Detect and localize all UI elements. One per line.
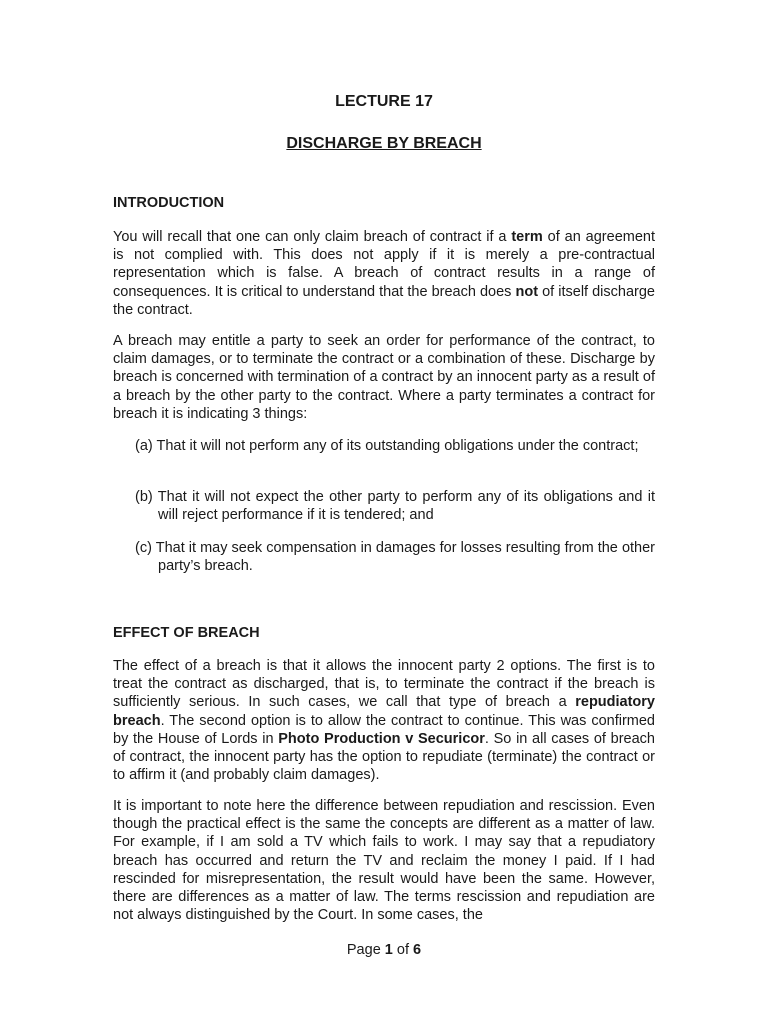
bold-term: term bbox=[511, 229, 543, 245]
text-run: . The second option is to allow the contract to continue. This was confirmed by the House of Lords in bbox=[113, 712, 655, 747]
total-pages: 6 bbox=[413, 942, 422, 958]
text-run: of an agreement is not complied with. This does not apply if it is merely a pre-contractual representation which is false. A breach of contract results in a range of consequences. It is critical to understand that the breach does bbox=[113, 229, 655, 300]
list-item-c: (c) That it may seek compensation in damages for losses resulting from the other party’s breach. bbox=[135, 540, 655, 575]
text-run: . So in all cases of breach of contract, the innocent party has the option to repudiate (terminate) the contract or to affirm it (and probably claim damages). bbox=[113, 730, 655, 784]
bold-repudiatory-breach: repudiatory breach bbox=[113, 694, 655, 729]
effect-paragraph-2: It is important to note here the difference between repudiation and rescission. Even though the practical effect is the same the concepts are different as a matter of law. For example, if I am sold a TV which fails to work. I may say that a repudiatory breach has occurred and return the TV and reclaim the money I paid. If I had rescinded for misrepresentation, the result would have been the same. However, there are differences as a matter of law. The terms rescission and repudiation are not always distinguished by the Court. In some cases, the bbox=[113, 798, 655, 924]
bold-case-name: Photo Production v Securicor bbox=[278, 730, 485, 747]
text-run: of itself discharge the contract. bbox=[113, 283, 655, 318]
page-footer bbox=[0, 942, 768, 958]
list-item-a: (a) That it will not perform any of its outstanding obligations under the contract; bbox=[135, 438, 639, 454]
bold-not: not bbox=[515, 283, 539, 300]
effect-paragraph-1 bbox=[113, 657, 655, 784]
text-run: You will recall that one can only claim breach of contract if a bbox=[113, 229, 512, 245]
footer-text: Page bbox=[346, 942, 385, 958]
intro-paragraph-2: A breach may entitle a party to seek an order for performance of the contract, to claim damages, or to terminate the contract or a combination of these. Discharge by breach is concerned with termination of a contract by an innocent party as a result of a breach by the other party to the contract. Where a party terminates a contract for breach it is indicating 3 things: bbox=[113, 333, 655, 422]
page-title: DISCHARGE BY BREACH bbox=[286, 135, 482, 152]
list-item-b: (b) That it will not expect the other party to perform any of its obligations and it will reject performance if it is tendered; and bbox=[135, 489, 655, 524]
lecture-number: LECTURE 17 bbox=[335, 93, 433, 110]
current-page-number: 1 bbox=[384, 942, 393, 958]
intro-paragraph-1 bbox=[113, 228, 655, 319]
footer-text: of bbox=[392, 942, 414, 958]
text-run: The effect of a breach is that it allows the innocent party 2 options. The first is to treat the contract as discharged, that is, to terminate the contract if the breach is sufficiently serious. In such cases, we call that type of breach a bbox=[113, 658, 655, 711]
section-heading-introduction: INTRODUCTION bbox=[113, 195, 225, 211]
section-heading-effect-of-breach: EFFECT OF BREACH bbox=[113, 625, 260, 641]
